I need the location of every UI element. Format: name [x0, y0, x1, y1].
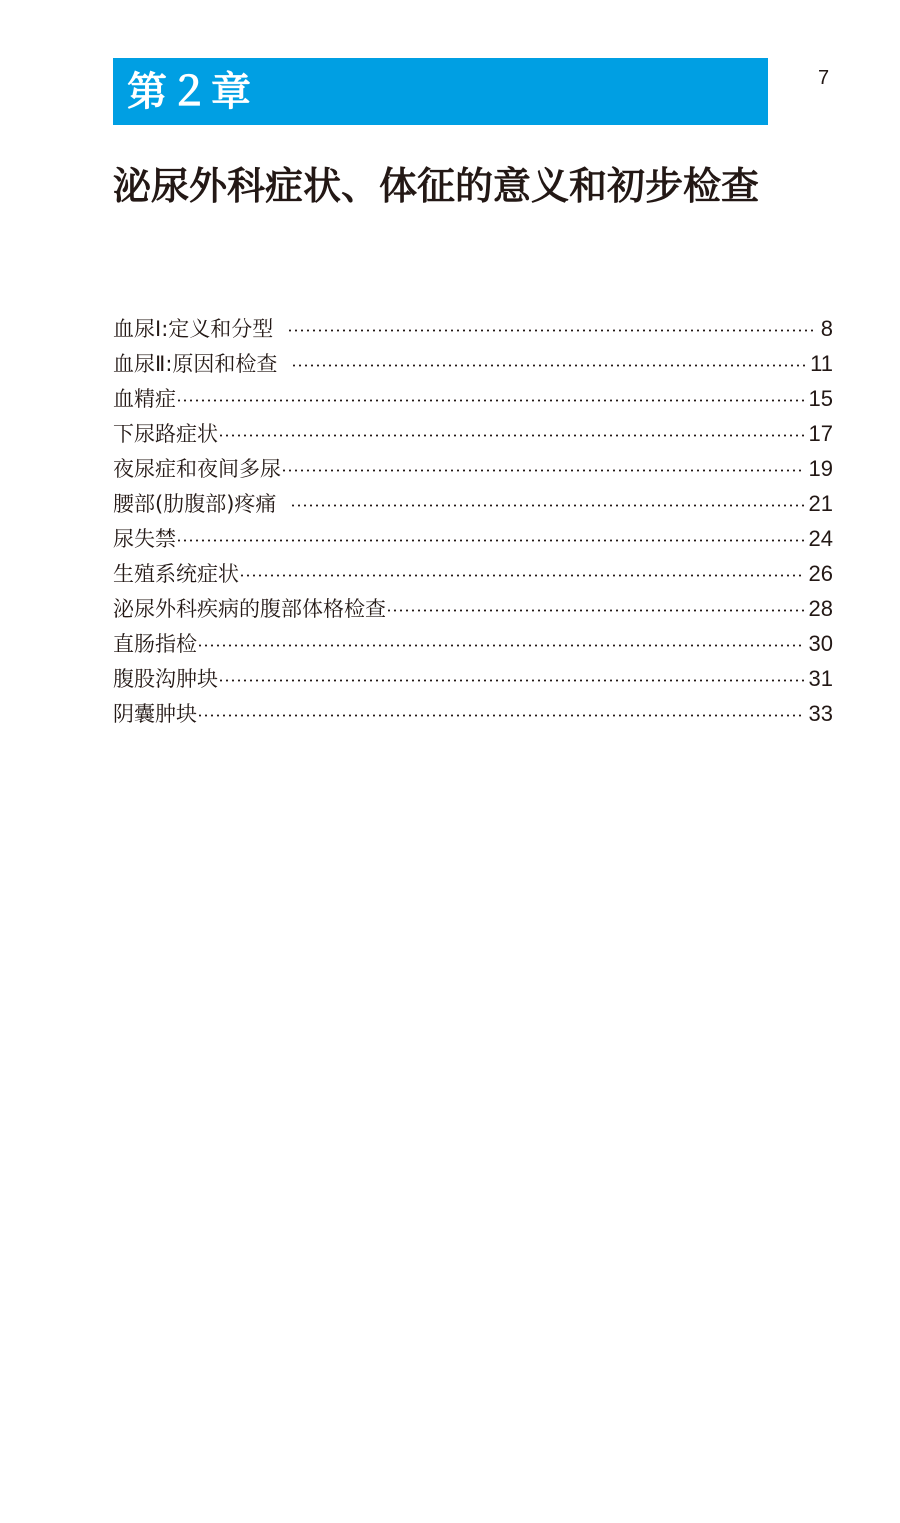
toc-entry-page: 30 [808, 631, 833, 656]
toc-dot-leader [218, 434, 805, 437]
toc-dot-leader [218, 679, 805, 682]
toc-entry-page: 15 [808, 386, 833, 411]
toc-entry[interactable] [113, 521, 833, 556]
toc-dot-leader [176, 399, 805, 402]
toc-entry-title: 血尿Ⅱ:原因和检查 [113, 352, 278, 376]
table-of-contents [113, 311, 833, 731]
toc-entry-title: 阴囊肿块 [113, 702, 197, 726]
toc-entry[interactable] [113, 451, 833, 486]
toc-entry-page: 17 [808, 421, 833, 446]
toc-entry[interactable] [113, 416, 833, 451]
toc-entry[interactable] [113, 591, 833, 626]
chapter-title: 泌尿外科症状、体征的意义和初步检查 [113, 164, 760, 208]
toc-entry-page: 33 [808, 701, 833, 726]
toc-dot-leader [176, 539, 805, 542]
toc-entry[interactable] [113, 486, 833, 521]
chapter-label: 第２章 [127, 68, 253, 115]
toc-entry-page: 19 [808, 456, 833, 481]
toc-entry-title: 泌尿外科疾病的腹部体格检查 [113, 597, 386, 621]
toc-entry[interactable] [113, 346, 833, 381]
toc-entry[interactable] [113, 311, 833, 346]
toc-entry-title: 夜尿症和夜间多尿 [113, 457, 281, 481]
toc-dot-leader [290, 504, 804, 507]
toc-entry-page: 26 [808, 561, 833, 586]
toc-entry[interactable] [113, 381, 833, 416]
toc-entry-title: 血尿Ⅰ:定义和分型 [113, 317, 274, 341]
toc-dot-leader [291, 364, 806, 367]
toc-entry-page: 28 [808, 596, 833, 621]
toc-dot-leader [287, 329, 816, 332]
toc-entry[interactable] [113, 696, 833, 731]
toc-entry-title: 直肠指检 [113, 632, 197, 656]
toc-entry[interactable] [113, 661, 833, 696]
toc-dot-leader [386, 609, 805, 612]
toc-entry-title: 生殖系统症状 [113, 562, 239, 586]
toc-dot-leader [281, 469, 805, 472]
toc-entry[interactable] [113, 626, 833, 661]
toc-entry-page: 24 [808, 526, 833, 551]
toc-entry-title: 腰部(肋腹部)疼痛 [113, 492, 277, 516]
toc-dot-leader [239, 574, 805, 577]
toc-entry-title: 腹股沟肿块 [113, 667, 218, 691]
toc-entry-title: 下尿路症状 [113, 422, 218, 446]
toc-entry-page: 21 [808, 491, 833, 516]
toc-dot-leader [197, 714, 805, 717]
toc-dot-leader [197, 644, 805, 647]
toc-entry[interactable] [113, 556, 833, 591]
toc-entry-title: 尿失禁 [113, 527, 176, 551]
toc-entry-page: 8 [820, 316, 833, 341]
toc-entry-page: 11 [810, 351, 833, 376]
page-number: 7 [818, 67, 830, 89]
toc-entry-page: 31 [808, 666, 833, 691]
chapter-banner [113, 58, 768, 125]
toc-entry-title: 血精症 [113, 387, 176, 411]
